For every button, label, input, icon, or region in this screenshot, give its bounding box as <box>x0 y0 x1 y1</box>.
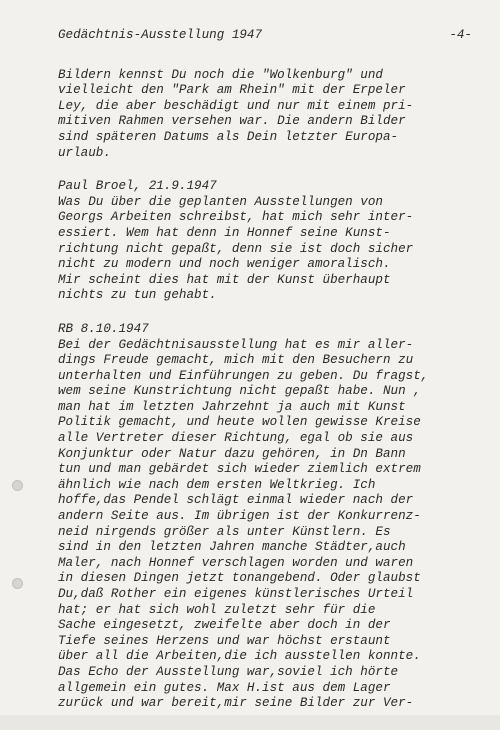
text-line: in diesen Dingen jetzt tonangebend. Oder glaubst <box>58 571 421 586</box>
letter-dateline: RB 8.10.1947 <box>58 321 149 336</box>
punch-hole <box>12 480 23 491</box>
text-line: neid nirgends größer als unter Künstlern. Es <box>58 524 391 539</box>
page-text <box>58 28 472 730</box>
text-line: über all die Arbeiten,die ich ausstellen konnte. <box>58 649 421 664</box>
letter-dateline: Paul Broel, 21.9.1947 <box>58 179 217 194</box>
paragraph <box>58 68 472 162</box>
text-line: man hat im letzten Jahrzehnt ja auch mit Kunst <box>58 399 406 414</box>
text-line: vielleicht den "Park am Rhein" mit der Erpeler <box>58 83 406 98</box>
text-line: Du,daß Rother ein eigenes künstlerisches Urteil <box>58 587 414 601</box>
text-line: urlaub. <box>58 145 111 160</box>
page-number: -4- <box>449 28 472 42</box>
text-line: tun und man gebärdet sich wieder ziemlich extrem <box>58 462 421 477</box>
text-line: Maler, nach Honnef verschlagen worden und waren <box>58 555 414 570</box>
punch-hole <box>12 578 23 589</box>
paragraph <box>58 179 472 304</box>
text-line: sind in den letzten Jahren manche Städter,auch <box>58 540 406 555</box>
text-line: Tiefe seines Herzens und war höchst erstaunt <box>58 633 391 648</box>
text-line: andern Seite aus. Im übrigen ist der Konkurrenz- <box>58 509 421 524</box>
text-line: Sache eingesetzt, zweifelte aber doch in der <box>58 618 391 633</box>
paragraph <box>58 322 472 712</box>
text-line: nicht zu modern und noch weniger amoralisch. <box>58 257 391 272</box>
text-line: hoffe,das Pendel schlägt einmal wieder nach der <box>58 493 414 508</box>
text-line: alle Vertreter dieser Richtung, egal ob sie aus <box>58 431 414 446</box>
text-line: zurück und war bereit,mir seine Bilder zur Ver- <box>58 696 414 711</box>
text-line: Bildern kennst Du noch die "Wolkenburg" und <box>58 67 383 82</box>
text-line: unterhalten und Einführungen zu geben. Du fragst, <box>58 368 429 383</box>
text-line: Das Echo der Ausstellung war,soviel ich hörte <box>58 664 399 679</box>
text-line: Bei der Gedächtnisausstellung hat es mir aller- <box>58 337 414 352</box>
text-line: Was Du über die geplanten Ausstellungen von <box>58 194 383 209</box>
page-header <box>58 28 472 44</box>
text-line: Ley, die aber beschädigt und nur mit einem pri- <box>58 98 414 113</box>
text-line: hat; er hat sich wohl zuletzt sehr für die <box>58 602 376 617</box>
text-line: ähnlich wie nach dem ersten Weltkrieg. Ich <box>58 477 376 492</box>
text-line: Georgs Arbeiten schreibst, hat mich sehr inter- <box>58 210 414 225</box>
text-line: essiert. Wem hat denn in Honnef seine Kunst- <box>58 225 391 240</box>
letter-body <box>58 68 472 712</box>
text-line: nichts zu tun gehabt. <box>58 288 217 303</box>
text-line: allgemein ein gutes. Max H.ist aus dem Lager <box>58 680 391 695</box>
text-line: mitiven Rahmen versehen war. Die andern Bilder <box>58 114 406 129</box>
text-line: Mir scheint dies hat mit der Kunst überhaupt <box>58 272 391 287</box>
text-line: sind späteren Datums als Dein letzter Europa- <box>58 129 399 144</box>
text-line: wem seine Kunstrichtung nicht gepaßt habe. Nun , <box>58 384 421 399</box>
text-line: richtung nicht gepaßt, denn sie ist doch sicher <box>58 241 414 256</box>
text-line: dings Freude gemacht, mich mit den Besuchern zu <box>58 353 414 368</box>
text-line: Politik gemacht, und heute wollen gewisse Kreise <box>58 415 421 430</box>
page-title: Gedächtnis-Ausstellung 1947 <box>58 28 263 42</box>
text-line: Konjunktur oder Natur dazu gehören, in Dn Bann <box>58 446 406 461</box>
